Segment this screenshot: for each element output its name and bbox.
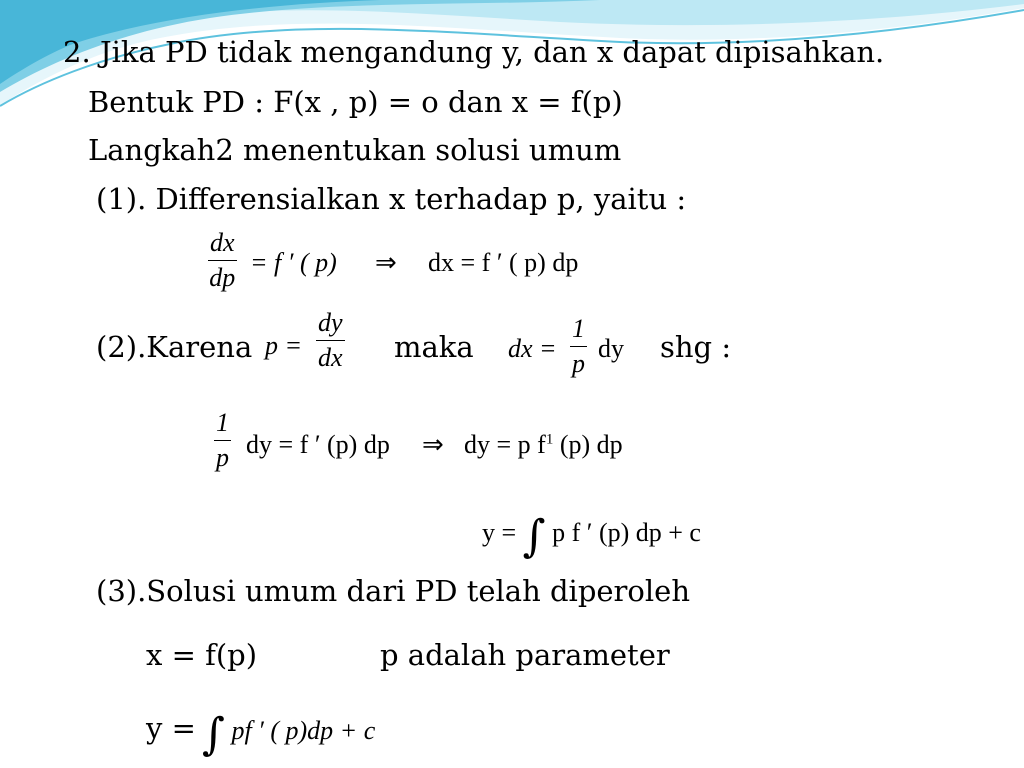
eq3-fraction: [214, 410, 231, 471]
step1-arrow: ⇒: [375, 248, 397, 277]
step2-shg: shg :: [660, 330, 732, 364]
bentuk-pd: Bentuk PD : F(x , p) = o dan x = f(p): [88, 85, 623, 119]
step3-y-body: pf ′ ( p)dp + c: [231, 716, 376, 745]
step2-p-fraction: [316, 310, 345, 371]
eq3-den: p: [216, 443, 229, 472]
step1-fraction: [208, 230, 237, 291]
eq4: [482, 511, 701, 562]
eq3-rhs: [464, 432, 623, 458]
step2-dx-num: 1: [570, 316, 587, 347]
step1-frac-den: dp: [209, 263, 236, 292]
step2-dx-lhs: dx =: [508, 334, 557, 363]
step1-frac-num: dx: [208, 230, 237, 261]
step2-dx-rhs: dy: [598, 334, 624, 363]
eq3-sup: 1: [545, 431, 554, 448]
eq4-body: p f ′ (p) dp + c: [552, 518, 701, 547]
eq3-mid: dy = f ′ (p) dp: [246, 430, 390, 459]
step1-rhs2: dx = f ′ ( p) dp: [428, 248, 579, 277]
step2-p-lhs: p =: [265, 331, 303, 360]
eq3-num: 1: [214, 410, 231, 441]
step2-p-num: dy: [316, 310, 345, 341]
step2-dx-den: p: [572, 349, 585, 378]
langkah-heading: Langkah2 menentukan solusi umum: [88, 133, 622, 167]
step3-y-lhs: y =: [146, 711, 196, 745]
step2-dx-fraction: [570, 316, 587, 377]
step3-param: p adalah parameter: [380, 638, 670, 672]
step1-label: (1). Differensialkan x terhadap p, yaitu :: [96, 182, 687, 216]
step2-label: (2).Karena: [96, 330, 253, 364]
step3-x-eq: x = f(p): [146, 638, 258, 672]
section-number: 2.: [63, 35, 91, 69]
step3-label: (3).Solusi umum dari PD telah diperoleh: [96, 574, 690, 608]
step2-maka: maka: [394, 330, 474, 364]
eq4-lhs: y =: [482, 518, 517, 547]
integral-icon: ∫: [522, 511, 546, 562]
eq3-rhs2: (p) dp: [559, 430, 623, 459]
section-heading: Jika PD tidak mengandung y, dan x dapat dipisahkan.: [100, 35, 885, 69]
step2-p-den: dx: [318, 343, 343, 372]
integral-icon: ∫: [202, 709, 225, 760]
step3-y-expr: [202, 709, 376, 760]
step1-rhs1: = f ′ ( p): [250, 248, 337, 277]
eq3-lhs2: dy = p f: [464, 430, 546, 459]
eq3-arrow: ⇒: [422, 430, 444, 459]
